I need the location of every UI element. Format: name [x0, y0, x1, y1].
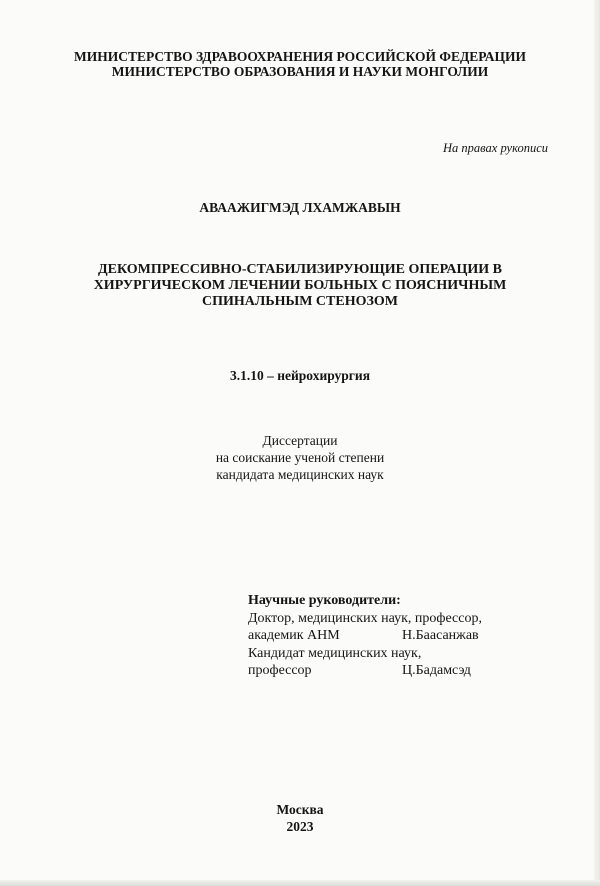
- city: Москва: [276, 802, 324, 817]
- ministry-line-2: МИНИСТЕРСТВО ОБРАЗОВАНИЯ И НАУКИ МОНГОЛИИ: [111, 64, 489, 79]
- place-and-year: [0, 801, 600, 835]
- rights-note: На правах рукописи: [443, 141, 548, 155]
- supervisor-2-title: Кандидат медицинских наук,: [248, 645, 422, 661]
- author-name: АВААЖИГМЭД ЛХАМЖАВЫН: [199, 200, 401, 215]
- page-edge-right: [594, 0, 600, 886]
- title-line-3: СПИНАЛЬНЫМ СТЕНОЗОМ: [202, 294, 398, 309]
- degree-line-3: кандидата медицинских наук: [216, 467, 384, 482]
- supervisors-block: [248, 592, 538, 680]
- specialty-code: 3.1.10 – нейрохирургия: [229, 368, 371, 383]
- supervisor-2-name: Ц.Бадамсэд: [402, 663, 471, 678]
- supervisor-1-title: Доктор, медицинских наук, профессор,: [248, 610, 482, 626]
- degree-line-1: Диссертации: [262, 433, 338, 448]
- degree-line-2: на соискание ученой степени: [215, 450, 385, 465]
- year: 2023: [286, 819, 314, 834]
- title-line-1: ДЕКОМПРЕССИВНО-СТАБИЛИЗИРУЮЩИЕ ОПЕРАЦИИ В: [98, 262, 502, 277]
- degree-statement: [0, 432, 600, 483]
- supervisor-2-row: [248, 662, 538, 680]
- dissertation-title: [60, 262, 540, 310]
- ministry-line-1: МИНИСТЕРСТВО ЗДРАВООХРАНЕНИЯ РОССИЙСКОЙ ФЕДЕРАЦИИ: [73, 49, 527, 64]
- supervisor-1-rank: академик АНМ: [248, 628, 340, 643]
- title-line-2: ХИРУРГИЧЕСКОМ ЛЕЧЕНИИ БОЛЬНЫХ С ПОЯСНИЧНЫМ: [93, 278, 507, 293]
- supervisors-heading: Научные руководители:: [248, 593, 401, 608]
- ministry-header: [0, 49, 600, 79]
- supervisor-1-name: Н.Баасанжав: [402, 628, 479, 643]
- page-edge-bottom: [0, 880, 600, 886]
- supervisor-2-rank: профессор: [248, 663, 312, 678]
- supervisor-1-row: [248, 627, 538, 645]
